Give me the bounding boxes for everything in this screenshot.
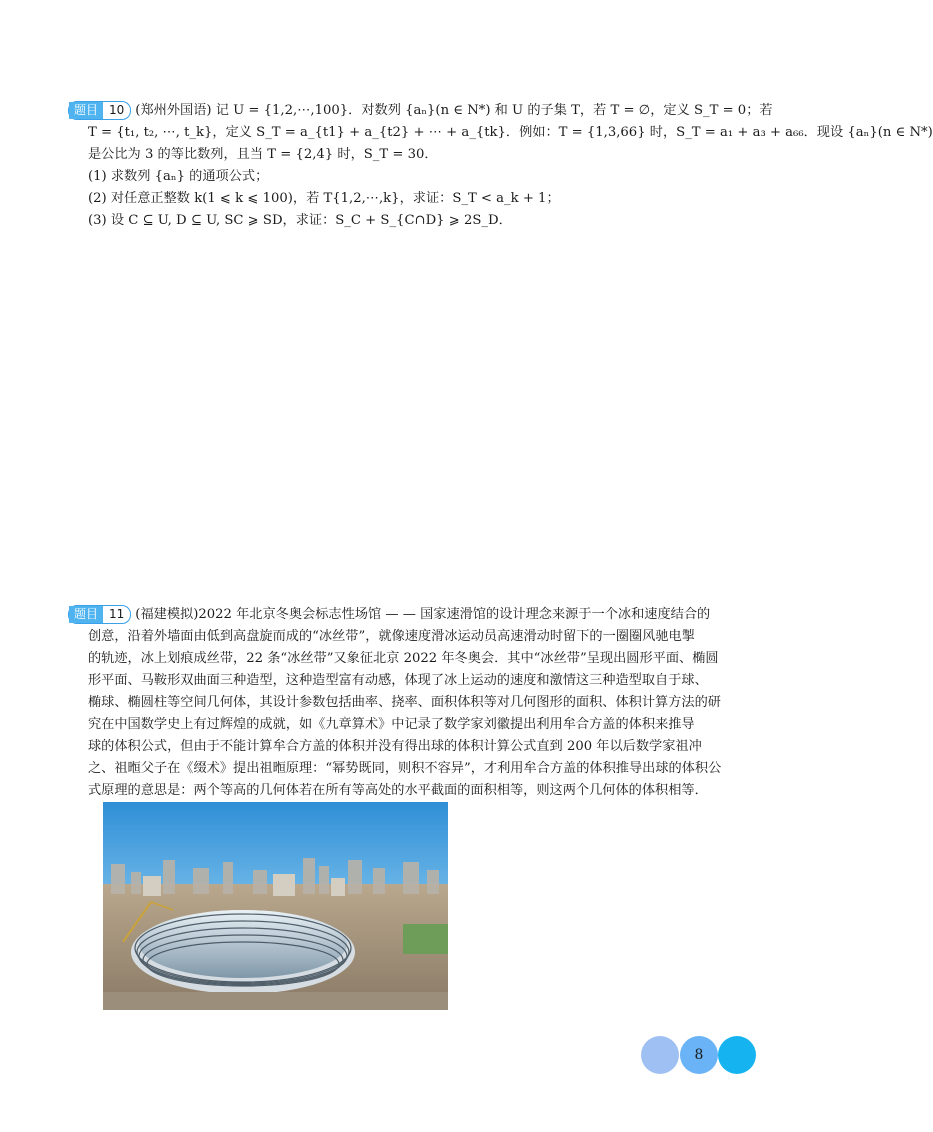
- problem-10-line-3: 是公比为 3 的等比数列，且当 T = {2,4} 时，S_T = 30．: [88, 147, 438, 162]
- problem-tag-number: 11: [109, 607, 125, 621]
- page-number-badge: [641, 1036, 759, 1076]
- problem-10-line-1: [68, 100, 773, 122]
- badge-circle-right: [718, 1036, 756, 1074]
- problem-11-line-7: 球的体积公式，但由于不能计算牟合方盖的体积并没有得出球的体积计算公式直到 200 年以后数学家祖冲: [88, 739, 702, 754]
- page-number: 8: [694, 1047, 704, 1063]
- speed-skating-oval-photo: [103, 802, 448, 1010]
- problem-11: [68, 604, 734, 802]
- problem-11-line-2: 创意，沿着外墙面由低到高盘旋而成的“冰丝带”，就像速度滑冰运动员高速滑动时留下的一圈圈风驰电掣: [88, 629, 695, 644]
- problem-10-tag: [68, 101, 131, 120]
- problem-11-line-1: [68, 604, 734, 626]
- problem-10: [68, 100, 933, 232]
- problem-tag-label: 题目: [69, 606, 103, 623]
- problem-10-part-3: (3) 设 C ⊆ U, D ⊆ U, SC ⩾ SD，求证：S_C + S_{C∩D} ⩾ 2S_D．: [88, 213, 512, 228]
- problem-11-tag: [68, 605, 131, 624]
- problem-10-line-2: T = {t₁, t₂, ⋯, t_k}，定义 S_T = a_{t1} + a_{t2} + ⋯ + a_{tk}．例如：T = {1,3,66} 时，S_T = a₁ + a₃ + a₆₆．现设 {aₙ}(n ∈ N*): [88, 125, 933, 140]
- problem-tag-label: 题目: [69, 102, 103, 119]
- badge-circle-left: [641, 1036, 679, 1074]
- problem-10-part-1: (1) 求数列 {aₙ} 的通项公式；: [88, 169, 269, 184]
- problem-tag-number: 10: [109, 103, 125, 117]
- problem-11-line-6: 究在中国数学史上有过辉煌的成就，如《九章算术》中记录了数学家刘徽提出利用牟合方盖的体积来推导: [88, 717, 695, 732]
- problem-11-line-5: 椭球、椭圆柱等空间几何体，其设计参数包括曲率、挠率、面积体积等对几何图形的面积、体积计算方法的研: [88, 695, 721, 710]
- problem-11-line-8: 之、祖暅父子在《缀术》提出祖暅原理：“幂势既同，则积不容异”，才利用牟合方盖的体积推导出球的体积公: [88, 761, 722, 776]
- problem-10-text: (郑州外国语) 记 U = {1,2,⋯,100}．对数列 {aₙ}(n ∈ N*) 和 U 的子集 T，若 T = ∅，定义 S_T = 0；若: [135, 103, 773, 118]
- problem-11-line-4: 形平面、马鞍形双曲面三种造型，这种造型富有动感，体现了冰上运动的速度和激情这三种造型取自于球、: [88, 673, 708, 688]
- problem-10-part-2: (2) 对任意正整数 k(1 ⩽ k ⩽ 100)，若 T{1,2,⋯,k}，求证：S_T < a_k + 1；: [88, 191, 560, 206]
- problem-11-text: (福建模拟)2022 年北京冬奥会标志性场馆 — — 国家速滑馆的设计理念来源于一个冰和速度结合的: [135, 607, 711, 622]
- problem-11-line-3: 的轨迹，冰上划痕成丝带，22 条“冰丝带”又象征北京 2022 年冬奥会．其中“冰丝带”呈现出圆形平面、椭圆: [88, 651, 719, 666]
- problem-11-line-9: 式原理的意思是：两个等高的几何体若在所有等高处的水平截面的面积相等，则这两个几何体的体积相等．: [88, 783, 708, 798]
